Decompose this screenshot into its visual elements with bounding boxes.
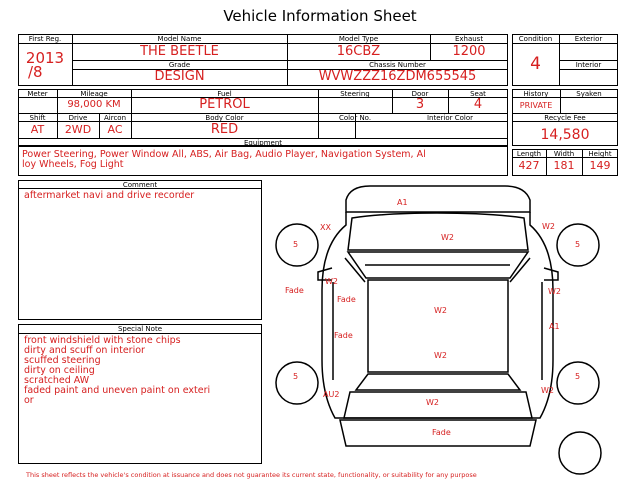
- label-steering: Steering: [340, 90, 370, 98]
- model-type-value: 16CBZ: [336, 44, 381, 59]
- mark-w2-left-front: W2: [325, 277, 338, 286]
- aircon-value: AC: [107, 123, 123, 136]
- mark-wheel-rr: 5: [575, 372, 581, 381]
- label-length: Length: [516, 150, 542, 158]
- fuel-value: PETROL: [199, 97, 250, 112]
- label-syaken: Syaken: [576, 90, 602, 98]
- label-door: Door: [411, 90, 429, 98]
- equipment-line-1: Power Steering, Power Window All, ABS, Air Bag, Audio Player, Navigation System, Al: [22, 149, 426, 160]
- condition-value: 4: [530, 54, 541, 74]
- special-note-item: dirty on ceiling: [24, 365, 95, 376]
- door-value: 3: [415, 97, 425, 112]
- sheet-title: Vehicle Information Sheet: [223, 7, 417, 25]
- shift-value: AT: [30, 123, 45, 136]
- comment-text: aftermarket navi and drive recorder: [24, 190, 195, 201]
- label-model-type: Model Type: [338, 35, 379, 43]
- label-first-reg: First Reg.: [28, 35, 62, 43]
- special-note-item: faded paint and uneven paint on exteri: [24, 385, 211, 396]
- label-aircon: Aircon: [103, 114, 127, 122]
- special-note-item: scratched AW: [24, 375, 90, 386]
- history-value: PRIVATE: [519, 101, 553, 110]
- model-name-value: THE BEETLE: [140, 44, 219, 59]
- mark-fade-left-fender: Fade: [285, 286, 304, 295]
- width-value: 181: [553, 159, 575, 172]
- label-shift: Shift: [29, 114, 46, 122]
- mark-w2-right-rear: W2: [541, 386, 554, 395]
- wheel-rear-left-icon: [276, 362, 318, 404]
- special-note-item: scuffed steering: [24, 355, 101, 366]
- label-special-note: Special Note: [117, 325, 163, 333]
- first-reg-month: /8: [28, 63, 43, 81]
- mark-w2-right-door: W2: [548, 287, 561, 296]
- drive-value: 2WD: [64, 123, 92, 136]
- label-exhaust: Exhaust: [454, 35, 484, 43]
- exhaust-value: 1200: [452, 44, 486, 59]
- label-interior-color: Interior Color: [426, 114, 474, 122]
- special-note-item: dirty and scuff on interior: [24, 345, 145, 356]
- label-equipment: Equipment: [244, 139, 282, 147]
- label-width: Width: [553, 150, 575, 158]
- label-comment: Comment: [122, 181, 158, 189]
- recycle-fee-value: 14,580: [540, 127, 590, 143]
- mark-au2: AU2: [323, 390, 340, 399]
- mark-xx: XX: [320, 223, 331, 232]
- mark-w2-center: W2: [434, 351, 447, 360]
- label-fuel: Fuel: [217, 90, 232, 98]
- label-color-no: Color No.: [338, 114, 372, 122]
- mark-fade-bumper: Fade: [432, 428, 451, 437]
- label-history: History: [523, 90, 549, 98]
- label-seat: Seat: [470, 90, 486, 98]
- mark-w2-trunk: W2: [426, 398, 439, 407]
- label-drive: Drive: [68, 114, 88, 122]
- mark-wheel-rl: 5: [293, 372, 299, 381]
- label-interior: Interior: [575, 61, 602, 69]
- body-color-value: RED: [210, 122, 239, 137]
- label-condition: Condition: [518, 35, 553, 43]
- label-model-name: Model Name: [157, 35, 202, 43]
- label-height: Height: [588, 150, 612, 158]
- wheel-rear-right-icon: [557, 362, 599, 404]
- seat-value: 4: [473, 97, 483, 112]
- mark-fade-left-door1: Fade: [337, 295, 356, 304]
- label-exterior: Exterior: [574, 35, 603, 43]
- special-note-item: or: [24, 395, 34, 406]
- mileage-value: 98,000 KM: [67, 99, 121, 110]
- mark-wheel-fl: 5: [293, 240, 299, 249]
- mark-fade-left-door2: Fade: [334, 331, 353, 340]
- mark-w2-roof: W2: [434, 306, 447, 315]
- mark-w2-hood: W2: [441, 233, 454, 242]
- mark-wheel-fr: 5: [575, 240, 581, 249]
- equipment-line-2: loy Wheels, Fog Light: [22, 159, 124, 170]
- height-value: 149: [589, 159, 611, 172]
- label-chassis: Chassis Number: [369, 61, 426, 69]
- label-grade: Grade: [168, 61, 191, 69]
- mark-a1-right: A1: [549, 322, 560, 331]
- label-recycle-fee: Recycle Fee: [544, 114, 586, 122]
- grade-value: DESIGN: [154, 69, 205, 84]
- mark-w2-right-front: W2: [542, 222, 555, 231]
- label-body-color: Body Color: [205, 114, 244, 122]
- disclaimer-footer: This sheet reflects the vehicle's condition at issuance and does not guarantee its current state, functionality, or suitability for any purpose: [26, 471, 477, 479]
- label-meter: Meter: [27, 90, 48, 98]
- spare-wheel-icon: [559, 432, 601, 474]
- label-mileage: Mileage: [80, 90, 108, 98]
- special-note-item: front windshield with stone chips: [24, 335, 181, 346]
- mark-a1-top: A1: [397, 198, 408, 207]
- chassis-value: WVWZZZ16ZDM655545: [318, 69, 477, 84]
- first-reg-year: 2013: [25, 49, 65, 67]
- length-value: 427: [518, 159, 540, 172]
